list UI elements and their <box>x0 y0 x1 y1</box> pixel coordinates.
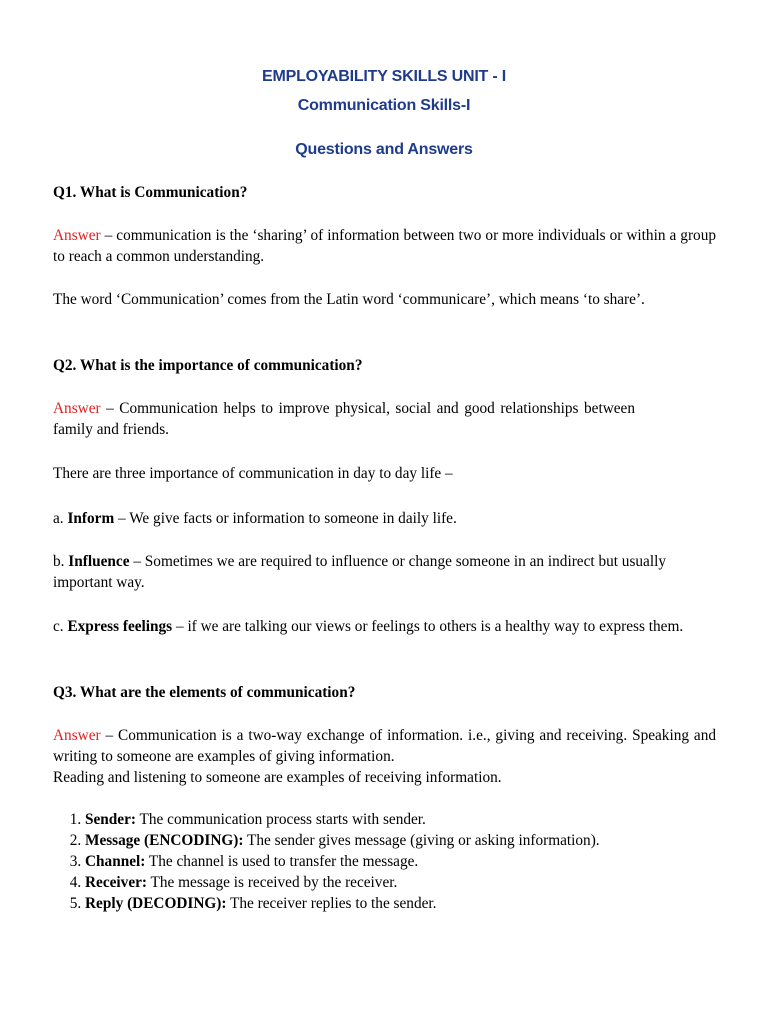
question-1: Q1. What is Communication? <box>53 184 248 201</box>
question-2: Q2. What is the importance of communication? <box>53 357 363 374</box>
element-text: The receiver replies to the sender. <box>226 895 437 912</box>
list-item <box>85 872 748 893</box>
q2-answer-text: – Communication helps to improve physical, social and good relationships between family and friends. <box>53 400 635 438</box>
item-prefix: c. <box>53 618 68 635</box>
document-subtitle: Communication Skills-I <box>297 97 471 114</box>
item-term: Inform <box>67 510 115 527</box>
element-text: The sender gives message (giving or asking information). <box>243 832 600 849</box>
element-term: Receiver: <box>85 874 147 891</box>
document-title: EMPLOYABILITY SKILLS UNIT - I <box>262 68 506 85</box>
answer-label: Answer <box>53 400 101 417</box>
section-heading: Questions and Answers <box>295 141 473 158</box>
list-item <box>85 893 748 914</box>
item-text: – We give facts or information to someone in daily life. <box>114 510 457 527</box>
list-item <box>85 830 748 851</box>
q3-answer-line-2: Reading and listening to someone are examples of receiving information. <box>53 769 502 786</box>
item-term: Influence <box>68 553 130 570</box>
q1-answer <box>53 225 716 267</box>
element-term: Sender: <box>85 811 136 828</box>
element-text: The message is received by the receiver. <box>147 874 398 891</box>
q1-paragraph-2: The word ‘Communication’ comes from the Latin word ‘communicare’, which means ‘to share’. <box>53 291 645 308</box>
item-prefix: b. <box>53 553 69 570</box>
element-term: Message (ENCODING): <box>85 832 244 849</box>
question-3: Q3. What are the elements of communication? <box>53 684 356 701</box>
q2-item-influence <box>53 551 701 593</box>
item-term: Express feelings <box>67 618 173 635</box>
item-text: – if we are talking our views or feelings to others is a healthy way to express them. <box>172 618 684 635</box>
element-text: The channel is used to transfer the message. <box>145 853 419 870</box>
list-item <box>85 851 748 872</box>
answer-label: Answer <box>53 727 101 744</box>
list-item <box>85 809 748 830</box>
q2-intro: There are three importance of communication in day to day life – <box>53 465 453 482</box>
elements-list <box>53 809 748 914</box>
q3-answer <box>53 725 716 767</box>
q2-item-inform <box>53 508 716 529</box>
element-term: Channel: <box>85 853 146 870</box>
answer-label: Answer <box>53 227 101 244</box>
element-text: The communication process starts with sender. <box>136 811 426 828</box>
q2-item-express-feelings <box>53 616 716 637</box>
item-prefix: a. <box>53 510 68 527</box>
q3-answer-text: – Communication is a two-way exchange of information. i.e., giving and receiving. Speaking and writing to someone are examples of giving information. <box>53 727 716 765</box>
item-text: – Sometimes we are required to influence or change someone in an indirect but usually important way. <box>53 553 666 591</box>
q1-answer-text: – communication is the ‘sharing’ of information between two or more individuals or within a group to reach a common understanding. <box>53 227 716 265</box>
q2-answer <box>53 398 635 440</box>
element-term: Reply (DECODING): <box>85 895 227 912</box>
